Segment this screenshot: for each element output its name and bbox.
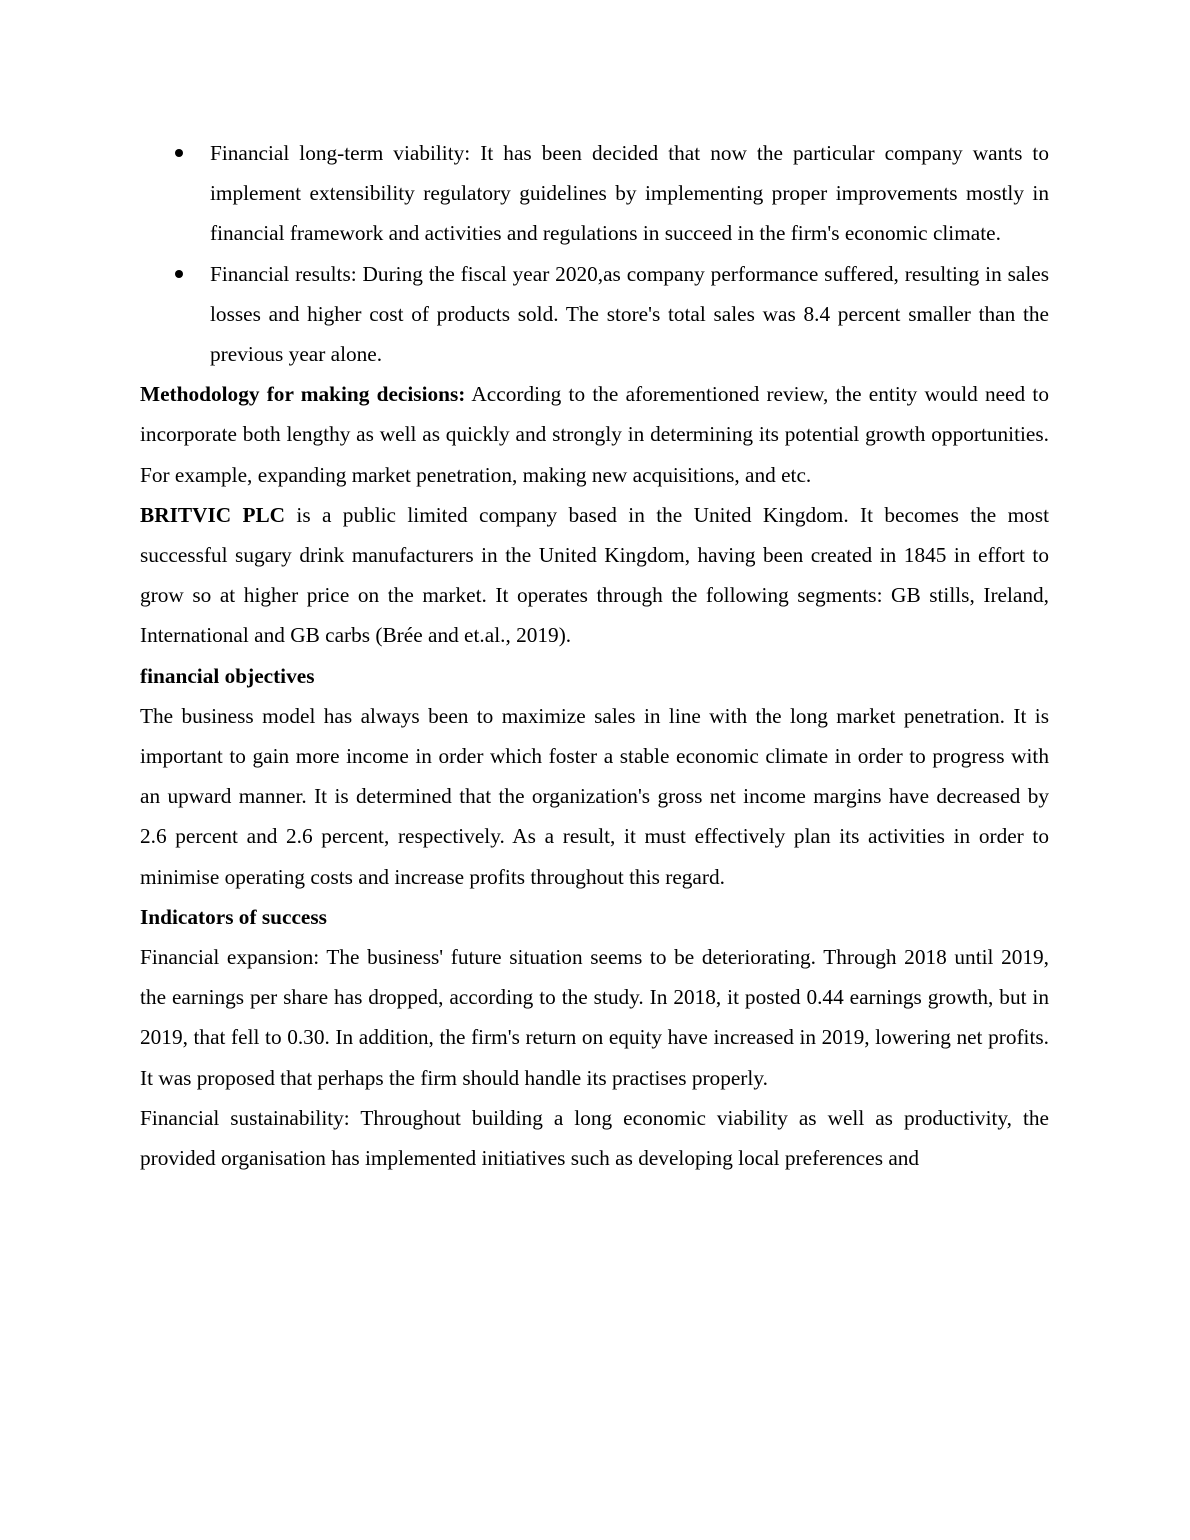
bullet-dot-icon bbox=[175, 149, 183, 157]
bullet-item bbox=[140, 254, 1049, 375]
methodology-paragraph bbox=[140, 374, 1049, 495]
financial-objectives-heading: financial objectives bbox=[140, 663, 315, 688]
britvic-lead: BRITVIC PLC bbox=[140, 502, 286, 527]
methodology-lead: Methodology for making decisions: bbox=[140, 382, 466, 407]
bullet-list bbox=[140, 133, 1049, 374]
indicators-heading: Indicators of success bbox=[140, 904, 327, 929]
britvic-text: is a public limited company based in the United Kingdom. It becomes the most successful sugary drink manufacturers in the United Kingdom, having been created in 1845 in effort to grow so at higher price on the market. It operates through the following segments: GB stills, Ireland, International and GB carbs (Brée and et.al., 2019). bbox=[140, 502, 1049, 648]
bullet-text: Financial long-term viability: It has been decided that now the particular company wants to implement extensibility regulatory guidelines by implementing proper improvements mostly in financial framework and activities and regulations in succeed in the firm's economic climate. bbox=[210, 141, 1049, 246]
financial-expansion-paragraph: Financial expansion: The business' future situation seems to be deteriorating. Through 2018 until 2019, the earnings per share has dropped, according to the study. In 2018, it posted 0.44 earnings growth, but in 2019, that fell to 0.30. In addition, the firm's return on equity have increased in 2019, lowering net profits. It was proposed that perhaps the firm should handle its practises properly. bbox=[140, 945, 1049, 1090]
bullet-text: Financial results: During the fiscal year 2020,as company performance suffered, resulting in sales losses and higher cost of products sold. The store's total sales was 8.4 percent smaller than the previous year alone. bbox=[210, 261, 1049, 367]
bullet-item bbox=[140, 133, 1049, 254]
britvic-paragraph bbox=[140, 495, 1049, 656]
document-page bbox=[140, 133, 1049, 1178]
bullet-dot-icon bbox=[175, 270, 183, 278]
financial-sustainability-paragraph: Financial sustainability: Throughout building a long economic viability as well as productivity, the provided organisation has implemented initiatives such as developing local preferences and bbox=[140, 1105, 1049, 1171]
methodology-text: According to the aforementioned review, the entity would need to incorporate both lengthy as well as quickly and strongly in determining its potential growth opportunities. For example, expanding market penetration, making new acquisitions, and etc. bbox=[140, 382, 1049, 487]
financial-objectives-paragraph: The business model has always been to maximize sales in line with the long market penetration. It is important to gain more income in order which foster a stable economic climate in order to progress with an upward manner. It is determined that the organization's gross net income margins have decreased by 2.6 percent and 2.6 percent, respectively. As a result, it must effectively plan its activities in order to minimise operating costs and increase profits throughout this regard. bbox=[140, 703, 1049, 889]
